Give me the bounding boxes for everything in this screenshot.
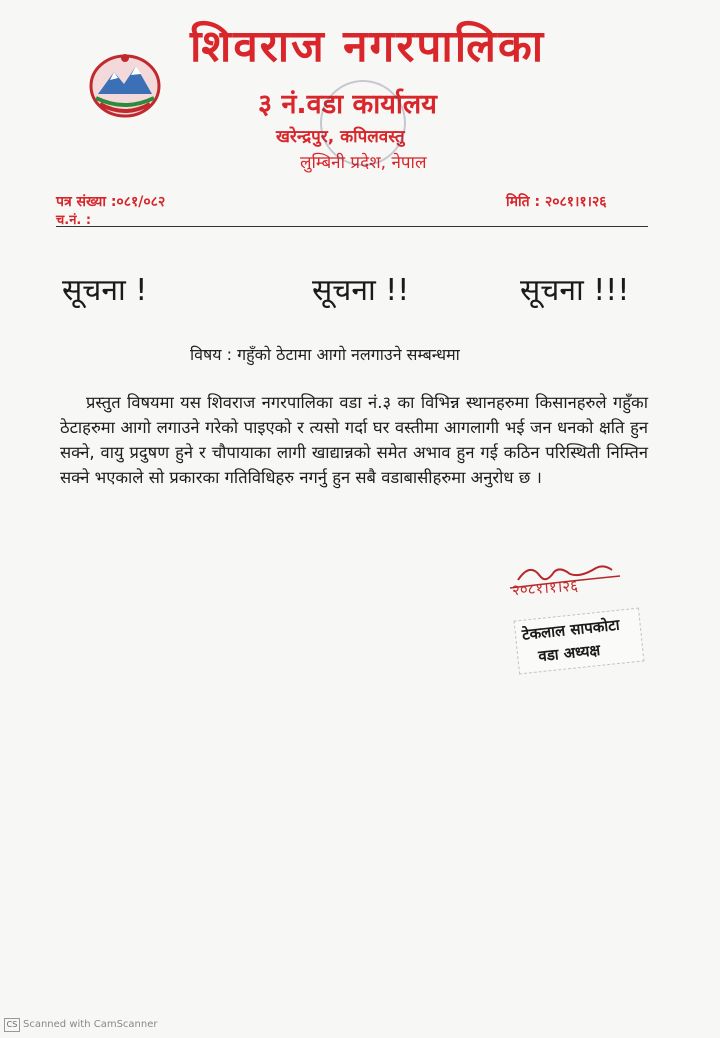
notice-body: प्रस्तुत विषयमा यस शिवराज नगरपालिका वडा नं.३ का विभिन्न स्थानहरुमा किसानहरुले गहुँका ठेटाहरुमा आगो लगाउने गरेको पाइएको र त्यसो गर्दा घर वस्तीमा आगलागी भई जन धनको क्षति हुन सक्ने, वायु प्रदुषण हुने र चौपायाका लागी खाद्यान्नको समेत अभाव हुन गई कठिन परिस्थिती निम्तिन सक्ने भएकाले सो प्रकारका गतिविधिहरु नगर्नु हुन सबै वडाबासीहरुमा अनुरोध छ ।	[60, 393, 648, 487]
chalan-number: च.नं. :	[56, 213, 92, 228]
office-stamp	[320, 80, 406, 166]
notice-heading-2: सूचना !!	[312, 273, 410, 308]
scanner-label: Scanned with CamScanner	[23, 1019, 158, 1030]
letter-number: पत्र संख्या :०८१/०८२	[56, 194, 166, 210]
ward-office-title: ३ नं.वडा कार्यालय	[258, 89, 437, 120]
camscanner-logo-icon: CS	[4, 1018, 20, 1032]
signature-date: २०८१।१।२६	[511, 576, 579, 600]
notice-heading-1: सूचना !	[62, 273, 148, 308]
municipality-title: शिवराज नगरपालिका	[190, 21, 546, 72]
letter-date: मिति : २०८१।१।२६	[506, 194, 607, 210]
address-line-1: खरेन्द्रपुर, कपिलवस्तु	[276, 127, 405, 147]
signatory-stamp	[514, 608, 645, 675]
signatory-name: टेकलाल सापकोटा	[521, 615, 621, 644]
header-divider	[56, 226, 648, 227]
signatory-title: वडा अध्यक्ष	[537, 640, 602, 666]
notice-heading-3: सूचना !!!	[520, 273, 630, 308]
nepal-emblem-icon	[86, 50, 164, 120]
subject-line: विषय : गहुँको ठेटामा आगो नलगाउने सम्बन्धमा	[190, 345, 460, 364]
scanner-watermark	[4, 1018, 158, 1032]
address-line-2: लुम्बिनी प्रदेश, नेपाल	[300, 153, 427, 173]
